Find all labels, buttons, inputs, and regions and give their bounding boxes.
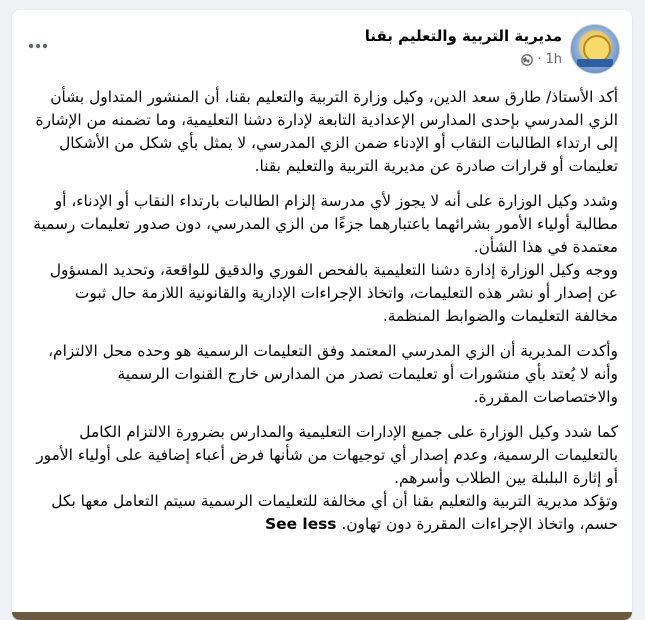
post-meta-dot: ·	[537, 52, 542, 67]
post-paragraph-text: كما شدد وكيل الوزارة على جميع الإدارات التعليمية والمدارس بضرورة الالتزام الكامل بالتعليمات الرسمية، وعدم إصدار أي توجيهات من شأنها فرض أعباء إضافية على أولياء الأمور أو إثارة البلبلة بين الطلاب وأسرهم. وتؤكد مديرية التربية والتعليم بقنا أن أي مخالفة للتعليمات الرسمية سيتم التعامل معها بكل حسم، واتخاذ الإجراءات المقررة دون تهاون.	[36, 423, 618, 533]
see-less-button[interactable]: See less	[265, 515, 337, 533]
post-card	[12, 10, 632, 620]
post-meta	[521, 52, 562, 67]
post-paragraph: وشدد وكيل الوزارة على أنه لا يجوز لأي مدرسة إلزام الطالبات بارتداء النقاب أو الإدناء، أو مطالبة أولياء الأمور بشرائهما باعتبارهما جزءًا من الزي المدرسي، دون صدور تعليمات رسمية معتمدة في هذا الشأن. ووجه وكيل الوزارة إدارة دشنا التعليمية بالفحص الفوري والدقيق للواقعة، وتحديد المسؤول عن إصدار أو نشر هذه التعليمات، واتخاذ الإجراءات الإدارية والقانونية اللازمة حال ثبوت مخالفة التعليمات والضوابط المنظمة.	[33, 192, 618, 325]
post-body	[28, 86, 618, 548]
post-time[interactable]: 1h	[545, 52, 562, 67]
page-name[interactable]: مديرية التربية والتعليم بقنا	[364, 27, 562, 45]
page-avatar[interactable]	[570, 24, 620, 74]
more-options-icon[interactable]	[26, 34, 50, 58]
post-paragraph: أكد الأستاذ/ طارق سعد الدين، وكيل وزارة التربية والتعليم بقنا، أن المنشور المتداول بشأن الزي المدرسي بإحدى المدارس الإعدادية التابعة لإدارة دشنا التعليمية، وما تضمنه من الإشارة إلى ارتداء الطالبات النقاب أو الإدناء ضمن الزي المدرسي، لا يمثل بأي شكل من الأشكال تعليمات أو قرارات صادرة عن مديرية التربية والتعليم بقنا.	[35, 88, 618, 175]
post-header	[12, 10, 632, 78]
post-paragraph	[28, 421, 618, 536]
post-paragraph: وأكدت المديرية أن الزي المدرسي المعتمد وفق التعليمات الرسمية هو وحده محل الالتزام، وأنه لا يُعتد بأي منشورات أو تعليمات تصدر من المدارس خارج القنوات الرسمية والاختصاصات المقررة.	[48, 342, 618, 406]
ribbon-icon	[577, 59, 613, 67]
attached-image-edge[interactable]	[12, 612, 632, 620]
globe-icon[interactable]	[521, 54, 533, 66]
